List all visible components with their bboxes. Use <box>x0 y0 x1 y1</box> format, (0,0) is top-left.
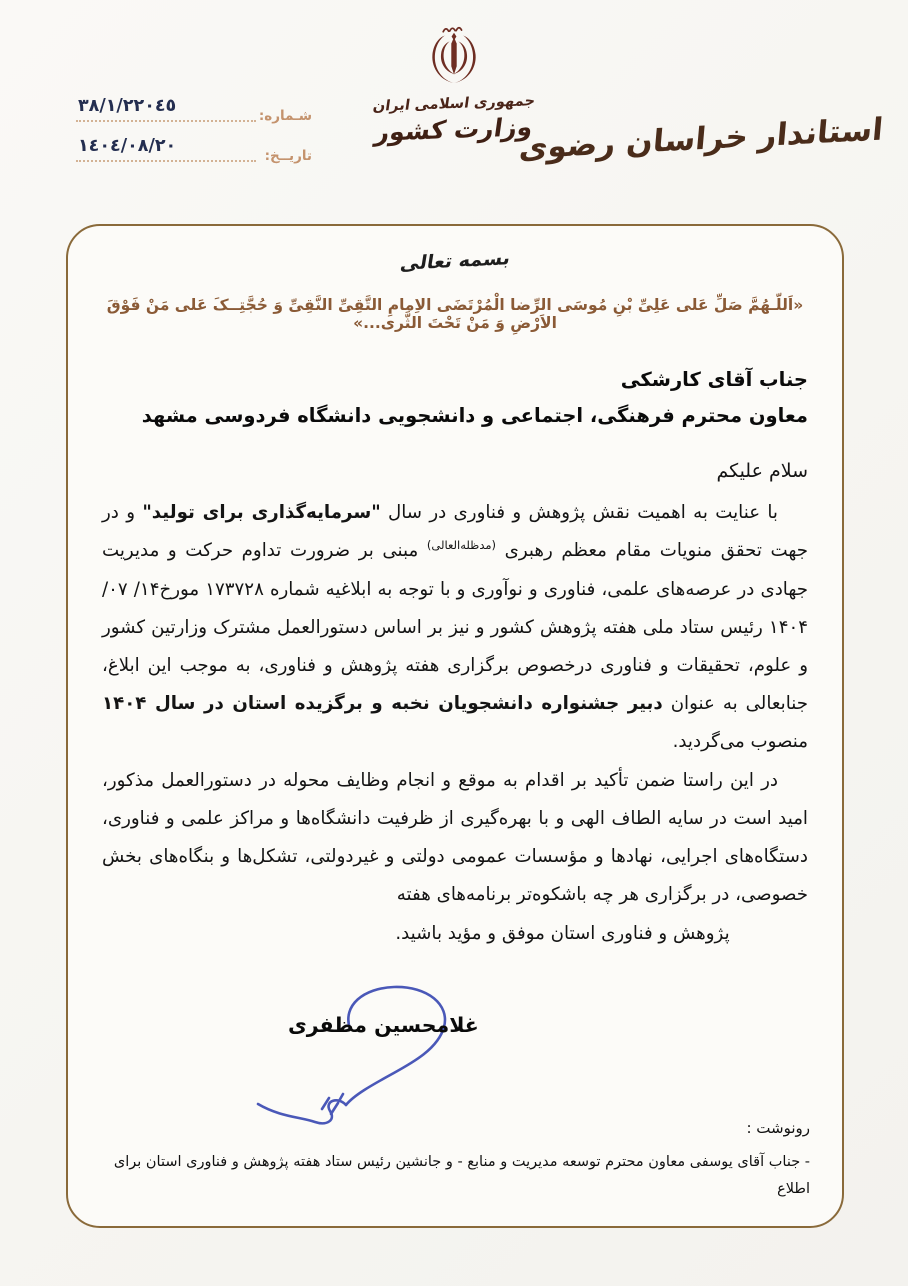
letterhead-center <box>354 24 554 147</box>
iran-coat-of-arms-icon <box>427 24 481 92</box>
addressee-name: جناب آقای کارشکی <box>620 368 808 391</box>
letter-number-value: ٣٨/١/٢٢٠٤٥ <box>78 96 177 116</box>
letter-date-row <box>72 132 312 172</box>
letter-meta-block <box>72 92 312 172</box>
closing-line: پژوهش و فناوری استان موفق و مؤید باشید. <box>395 922 730 944</box>
bold-appointment-title: دبیر جشنواره دانشجویان نخبه و برگزیده استان در سال ۱۴۰۴ <box>102 693 663 715</box>
cc-label: رونوشت : <box>746 1119 810 1138</box>
prayer-line: «اَللّـهُمَّ صَلِّ عَلی عَلِیِّ بْنِ مُوسَی الرِّضا الْمُرْتَضَی الاِمامِ التَّقِیِّ النَّقِیِّ وَ حُجَّتِــکَ عَلی مَنْ فَوْقَ الاَرْضِ وَ مَنْ تَحْتَ الثَّری...» <box>106 296 804 332</box>
ministry-title: وزارت کشور <box>373 112 535 147</box>
letter-number-label: شـماره: <box>258 108 312 124</box>
paragraph-appointment: با عنایت به اهمیت نقش پژوهش و فناوری در سال "سرمایه‌گذاری برای تولید" و در جهت تحقق منویات مقام معظم رهبری $^{(مدظله‌العالی)}$ مبنی بر ضرورت تداوم حرکت و مدیریت جهادی در عرصه‌های علمی، فناوری و نوآوری و با توجه به ابلاغیه شماره ۱۷۳۷۲۸ مورخ۱۴/ ۰۷/ ۱۴۰۴ رئیس ستاد ملی هفته پژوهش کشور و نیز بر اساس دستورالعمل مشترک وزارتین کشور و علوم، تحقیقات و فناوری درخصوص برگزاری هفته پژوهش و فناوری، به موجب این ابلاغ، جنابعالی به عنوان دبیر جشنواره دانشجویان نخبه و برگزیده استان در سال ۱۴۰۴ منصوب می‌گردید. <box>102 502 808 753</box>
paragraph-wishes: در این راستا ضمن تأکید بر اقدام به موقع و انجام وظایف محوله در دستورالعمل مذکور، امید است در سایه الطاف الهی و با بهره‌گیری از ظرفیت دانشگاه‌ها و مراکز علمی و فناوری، دستگاه‌های اجرایی، نهادها و مؤسسات عمومی دولتی و غیردولتی، تشکل‌ها و بنگاه‌های بخش خصوصی، در برگزاری هر چه باشکوه‌تر برنامه‌های هفته <box>102 769 808 906</box>
letter-date-label: تاریــخ: <box>264 148 312 164</box>
letter-body-frame <box>66 224 844 1228</box>
bold-year-slogan: "سرمایه‌گذاری برای تولید" <box>142 502 381 524</box>
honorific-superscript: (مدظله‌العالی) <box>426 538 497 553</box>
dotted-line <box>76 160 256 162</box>
addressee-block <box>102 362 808 434</box>
signatory-name: غلامحسین مظفری <box>288 1012 479 1037</box>
letter-number-row <box>72 92 312 132</box>
basmala: بسمه تعالی <box>398 247 512 275</box>
republic-title: جمهوری اسلامی ایران <box>371 93 537 115</box>
letter-date-value: ١٤٠٤/٠٨/٢٠ <box>78 136 177 156</box>
cc-item: - جناب آقای یوسفی معاون محترم توسعه مدیریت و منابع - و جانشین رئیس ستاد هفته پژوهش و فناوری استان برای اطلاع <box>113 1153 810 1198</box>
dotted-line <box>76 120 256 122</box>
addressee-title: معاون محترم فرهنگی، اجتماعی و دانشجویی دانشگاه فردوسی مشهد <box>141 404 808 428</box>
cc-block <box>100 1114 810 1204</box>
governorate-title: استاندار خراسان رضوی <box>517 111 885 167</box>
salutation: سلام علیکم <box>716 460 808 483</box>
